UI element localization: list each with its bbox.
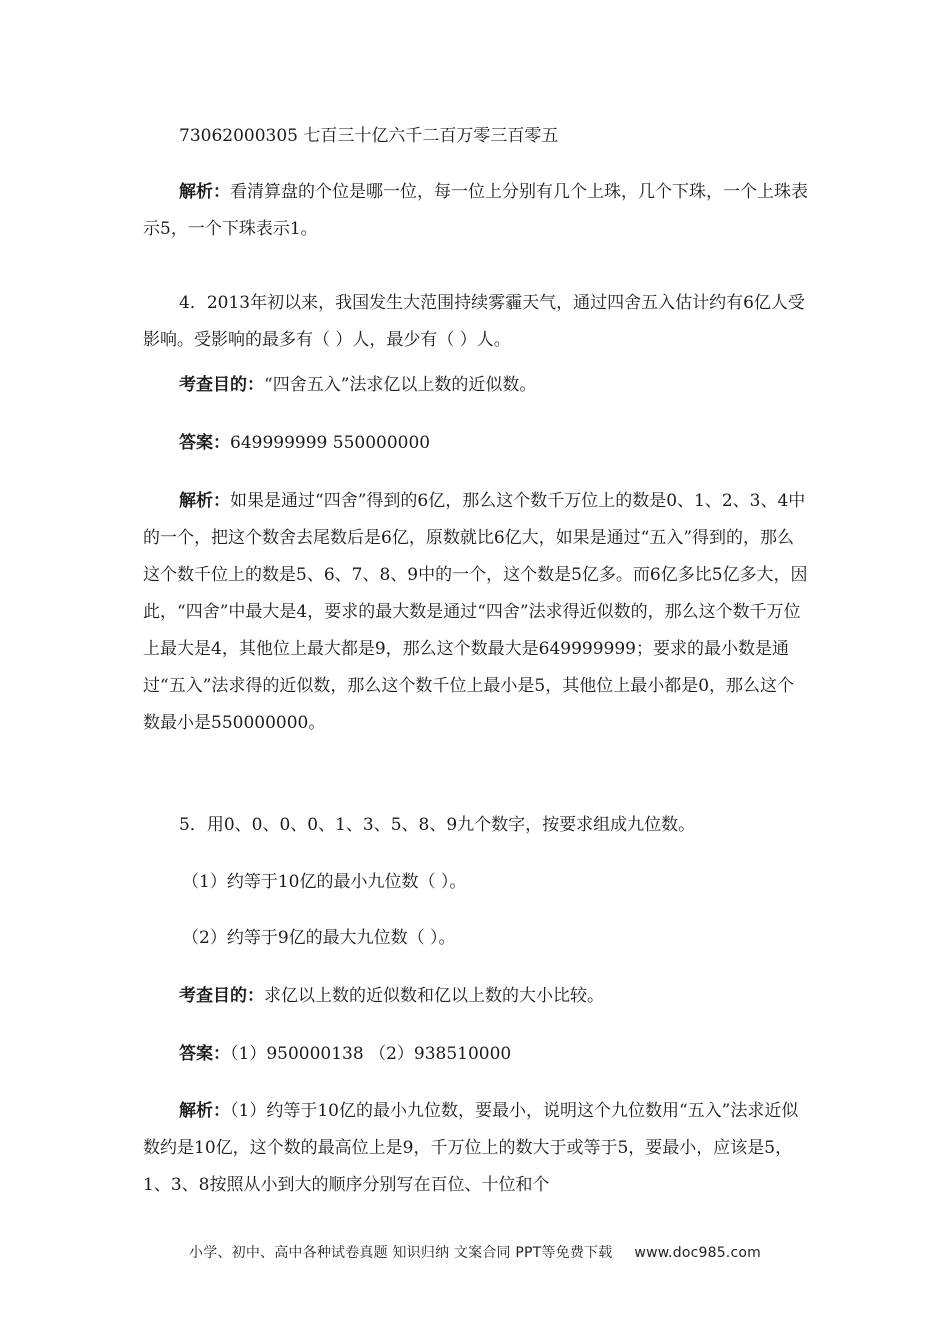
footer-url[interactable]: www.doc985.com xyxy=(634,1245,761,1261)
analysis-label: 解析： xyxy=(179,491,230,511)
analysis-label: 解析： xyxy=(179,182,230,202)
q5-purpose xyxy=(143,978,808,1015)
page-footer xyxy=(0,1242,950,1262)
q5-answer xyxy=(143,1036,808,1073)
q4-purpose xyxy=(143,367,808,404)
q5-sub2: （2）约等于9亿的最大九位数（ ）。 xyxy=(182,928,456,948)
q4-answer xyxy=(143,425,808,462)
purpose-label: 考查目的： xyxy=(179,986,264,1006)
q4-analysis xyxy=(143,483,808,742)
footer-text: 小学、初中、高中各种试卷真题 知识归纳 文案合同 PPT等免费下载 xyxy=(189,1245,613,1261)
analysis-text: 如果是通过“四舍”得到的6亿，那么这个数千万位上的数是0、1、2、3、4中的一个，把这个数舍去尾数后是6亿，原数就比6亿大，如果是通过“五入”得到的，那么这个数千位上的数是5、6、7、8、9中的一个，这个数是5亿多。而6亿多比5亿多大，因此，“四舍”中最大是4，要求的最大数是通过“四舍”法求得近似数的，那么这个数千万位上最大是4，其他位上最大都是9，那么这个数最大是649999999；要求的最小数是通过“五入”法求得的近似数，那么这个数千位上最小是5，其他位上最小都是0，那么这个数最小是550000000。 xyxy=(143,491,808,733)
answer-text: （1）950000138 （2）938510000 xyxy=(230,1044,512,1064)
purpose-label: 考查目的： xyxy=(179,375,264,395)
analysis-text: 看清算盘的个位是哪一位，每一位上分别有几个上珠，几个下珠，一个上珠表示5，一个下珠表示1。 xyxy=(143,182,808,239)
q4-question: 4．2013年初以来，我国发生大范围持续雾霾天气，通过四舍五入估计约有6亿人受影响。受影响的最多有（ ）人，最少有（ ）人。 xyxy=(143,293,805,350)
analysis-text: （1）约等于10亿的最小九位数，要最小，说明这个九位数用“五入”法求近似数约是10亿，这个数的最高位上是9，千万位上的数大于或等于5，要最小，应该是5，1、3、8按照从小到大的顺序分别写在百位、十位和个 xyxy=(143,1101,799,1195)
analysis-label: 解析： xyxy=(179,1101,230,1121)
purpose-text: 求亿以上数的近似数和亿以上数的大小比较。 xyxy=(264,986,604,1006)
q5-analysis xyxy=(143,1093,808,1204)
q5-sub1: （1）约等于10亿的最小九位数（ ）。 xyxy=(182,872,467,892)
answer-line-top: 73062000305 七百三十亿六千二百万零三百零五 xyxy=(179,126,559,146)
answer-label: 答案： xyxy=(179,1044,230,1064)
answer-text: 649999999 550000000 xyxy=(230,433,431,453)
answer-label: 答案： xyxy=(179,433,230,453)
q3-analysis xyxy=(143,174,808,248)
purpose-text: “四舍五入”法求亿以上数的近似数。 xyxy=(264,375,537,395)
q5-question: 5．用0、0、0、0、1、3、5、8、9九个数字，按要求组成九位数。 xyxy=(179,815,696,835)
